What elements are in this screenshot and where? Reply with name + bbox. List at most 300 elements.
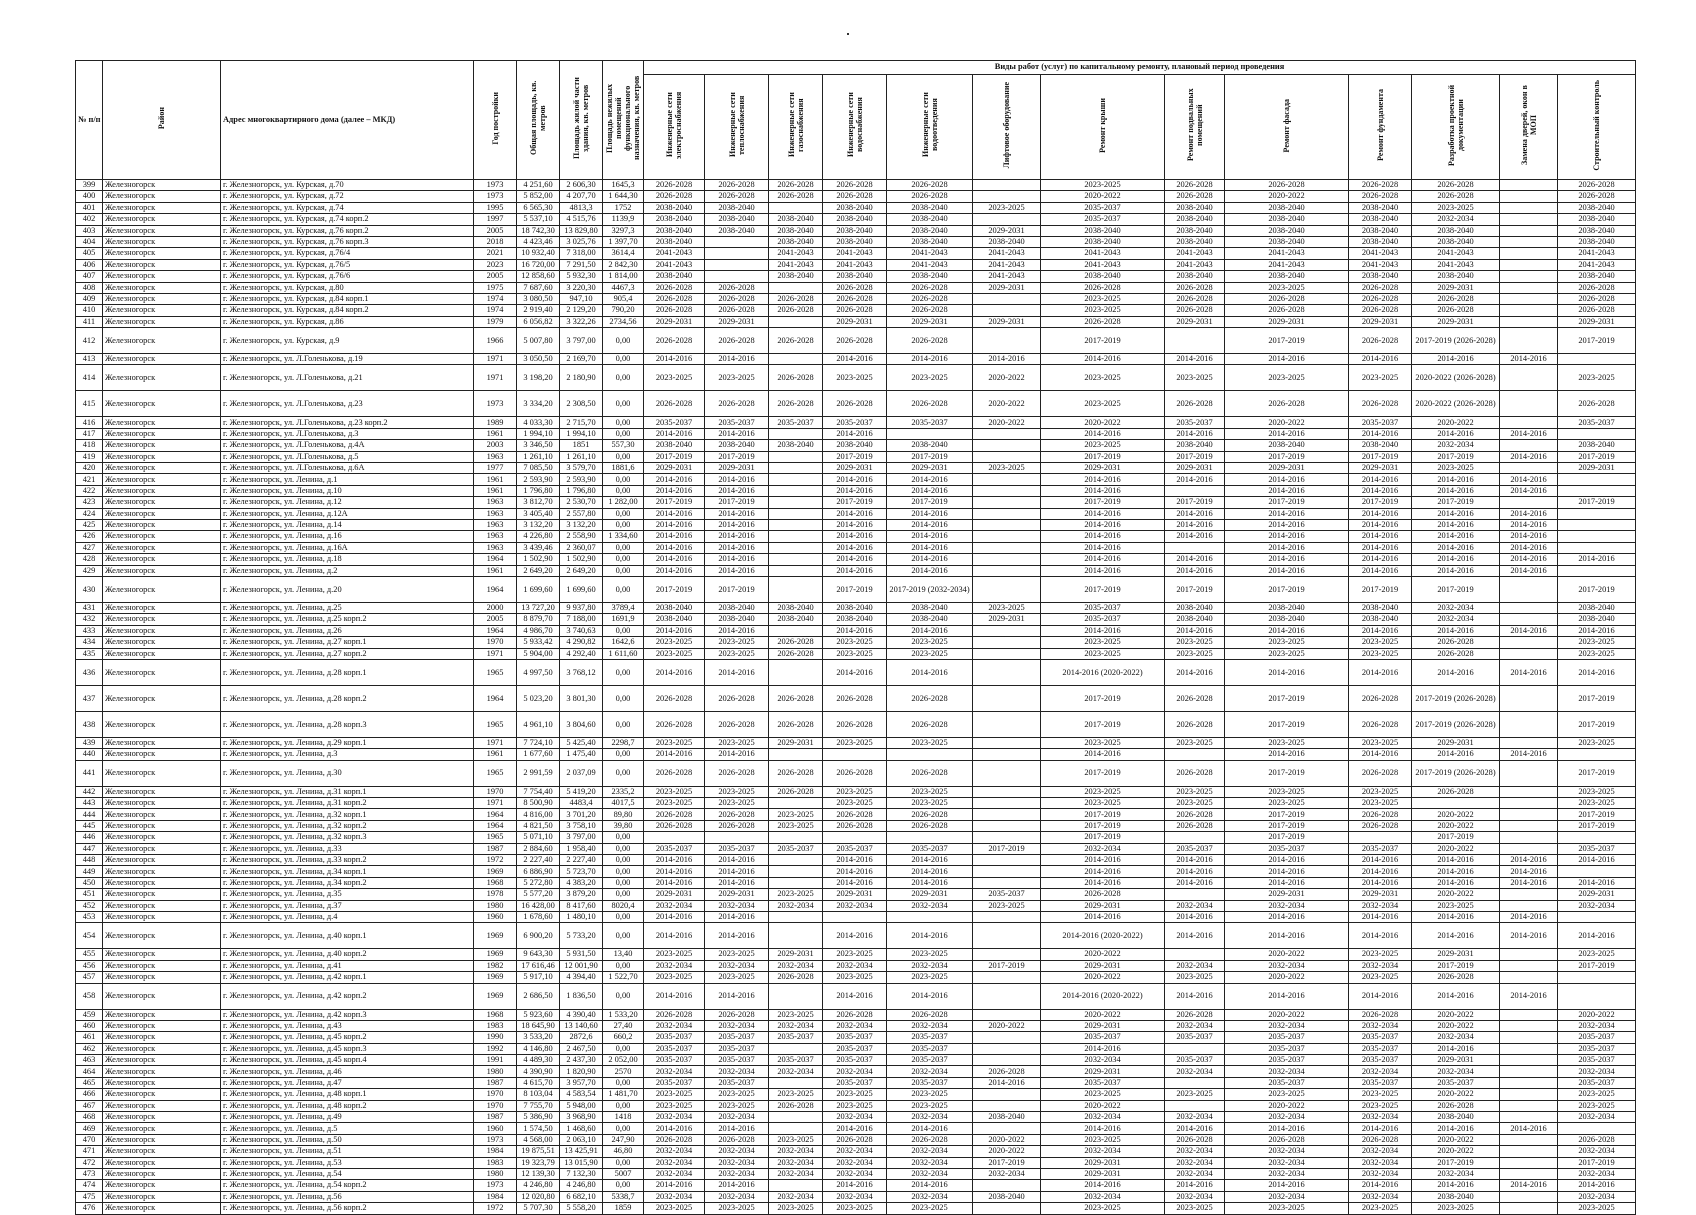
table-row [76,648,1636,659]
table-cell: 2023-2025 [705,737,769,748]
table-cell: 2035-2037 [1225,843,1349,854]
table-cell: 2038-2040 [769,271,823,282]
table-cell: 557,30 [603,440,644,451]
column-header-label: Год постройки [490,92,500,145]
table-row [76,1191,1636,1202]
table-cell: 470 [76,1134,103,1145]
table-cell: 438 [76,711,103,737]
table-cell: 2014-2016 [1349,474,1412,485]
table-cell: 5 933,42 [517,637,560,648]
table-cell [1500,843,1558,854]
table-cell: 2014-2016 [705,625,769,636]
table-cell: 2014-2016 [644,519,705,530]
table-row [76,519,1636,530]
table-cell: г. Железногорск, ул. Ленина, д.28 корп.3 [221,711,474,737]
table-cell: 445 [76,820,103,831]
table-cell [973,648,1041,659]
table-cell: 437 [76,685,103,711]
table-cell: 1961 [474,485,517,496]
table-cell: Железногорск [103,1146,221,1157]
table-cell: 7 188,00 [560,614,603,625]
table-cell: 2029-2031 [823,889,887,900]
table-cell: 17 616,46 [517,960,560,971]
table-cell: 1964 [474,809,517,820]
table-cell [887,832,973,843]
table-cell [1500,225,1558,236]
table-cell: 2014-2016 [1500,983,1558,1009]
table-cell: 2026-2028 [1558,282,1636,293]
table-row [76,1089,1636,1100]
table-cell: 2014-2016 [1500,485,1558,496]
table-cell: Железногорск [103,293,221,304]
table-cell: 2023-2025 [1165,737,1225,748]
table-cell: 1969 [474,972,517,983]
table-cell: 2023-2025 [823,637,887,648]
table-cell [973,798,1041,809]
table-cell: 2026-2028 [1225,180,1349,191]
table-cell: 4 390,90 [517,1066,560,1077]
table-cell: 2014-2016 [1225,542,1349,553]
table-cell: Железногорск [103,1112,221,1123]
table-cell: 2032-2034 [1412,1032,1500,1043]
table-cell: Железногорск [103,749,221,760]
table-cell [1500,1191,1558,1202]
table-cell: г. Железногорск, ул. Ленина, д.51 [221,1146,474,1157]
table-cell: 1 994,10 [560,428,603,439]
table-cell: 0,00 [603,983,644,1009]
table-cell: г. Железногорск, ул. Ленина, д.56 корп.2 [221,1203,474,1214]
table-cell: 2014-2016 [705,855,769,866]
table-cell: 2026-2028 [887,809,973,820]
table-cell: г. Железногорск, ул. Ленина, д.28 корп.1 [221,659,474,685]
table-cell: 2026-2028 [1165,180,1225,191]
table-cell: г. Железногорск, ул. Ленина, д.5 [221,1123,474,1134]
table-cell: 2014-2016 [823,866,887,877]
table-cell [769,316,823,327]
table-cell: 2014-2016 [1500,554,1558,565]
table-cell: 409 [76,293,103,304]
table-cell: 2 063,10 [560,1134,603,1145]
table-cell: г. Железногорск, ул. Ленина, д.32 корп.2 [221,820,474,831]
table-cell: 2029-2031 [823,463,887,474]
table-cell: Железногорск [103,271,221,282]
table-cell: 2041-2043 [973,248,1041,259]
table-cell: 2032-2034 [705,900,769,911]
column-header-label: Инженерные сети газоснабжения [786,92,805,158]
table-cell: 2023-2025 [823,365,887,391]
table-cell: 2032-2034 [887,1112,973,1123]
table-cell: 2014-2016 [1412,565,1500,576]
table-cell: 4 986,70 [517,625,560,636]
table-cell: Железногорск [103,911,221,922]
table-cell: 2035-2037 [1349,1055,1412,1066]
table-cell: 2023-2025 [887,1089,973,1100]
table-cell: 2035-2037 [644,843,705,854]
table-cell: 0,00 [603,576,644,602]
table-cell: 467 [76,1100,103,1111]
table-cell [1558,531,1636,542]
table-cell: 2014-2016 [1412,1123,1500,1134]
table-cell: 2017-2019 (2026-2028) [1412,328,1500,354]
table-cell: г. Железногорск, ул. Л.Голенькова, д.19 [221,354,474,365]
table-cell: 2014-2016 [1225,428,1349,439]
table-cell: 2014-2016 [1349,877,1412,888]
table-cell: 2014-2016 [1165,1123,1225,1134]
table-cell [973,760,1041,786]
column-header-label: Ремонт крыши [1098,97,1107,153]
table-cell: 2026-2028 [887,1009,973,1020]
table-cell [769,911,823,922]
table-cell: 2026-2028 [823,180,887,191]
table-cell: 2014-2016 [1349,554,1412,565]
table-cell [1558,542,1636,553]
table-cell: 2014-2016 [1500,531,1558,542]
table-cell: 2035-2037 [823,1043,887,1054]
table-cell [973,1055,1041,1066]
table-cell: 2014-2016 [1412,508,1500,519]
table-cell: г. Железногорск, ул. Курская, д.9 [221,328,474,354]
table-cell: 5 558,20 [560,1203,603,1214]
table-cell: 455 [76,949,103,960]
table-cell: 2035-2037 [1165,417,1225,428]
table-cell: 2035-2037 [823,1077,887,1088]
table-cell: 1 533,20 [603,1009,644,1020]
table-cell [769,202,823,213]
table-cell: 2035-2037 [1041,614,1165,625]
table-cell: 2023-2025 [1041,637,1165,648]
table-cell: 2026-2028 [1412,1100,1500,1111]
table-cell: 2023-2025 [823,737,887,748]
table-cell: 2017-2019 [1225,809,1349,820]
table-cell: 2038-2040 [1225,202,1349,213]
table-cell: 4 816,00 [517,809,560,820]
table-cell: 1 677,60 [517,749,560,760]
table-cell: 2023-2025 [1412,1203,1500,1214]
table-cell: Железногорск [103,1100,221,1111]
table-cell: 2017-2019 [1412,451,1500,462]
table-cell: 2032-2034 [1349,1066,1412,1077]
table-cell: 2014-2016 [644,1123,705,1134]
table-row [76,463,1636,474]
table-cell: 2014-2016 [1165,354,1225,365]
table-cell: 2 686,50 [517,983,560,1009]
table-cell: 2017-2019 [887,497,973,508]
table-cell: 2026-2028 [823,760,887,786]
table-cell [1500,365,1558,391]
table-cell: 2 180,90 [560,365,603,391]
table-cell: 2038-2040 [1349,225,1412,236]
table-cell: 3 080,50 [517,293,560,304]
table-cell: 2014-2016 [644,542,705,553]
table-cell: 5 537,10 [517,214,560,225]
table-cell: 2017-2019 [1412,497,1500,508]
table-cell [1165,949,1225,960]
table-cell: 2026-2028 [1349,328,1412,354]
table-cell: 2014-2016 [887,855,973,866]
table-cell: 2020-2022 [1041,417,1165,428]
table-cell: 2020-2022 [1412,1009,1500,1020]
table-cell: 465 [76,1077,103,1088]
table-cell: г. Железногорск, ул. Л.Голенькова, д.23 [221,391,474,417]
table-header [76,61,1636,180]
table-cell: 2023-2025 [769,889,823,900]
table-cell: 2023-2025 [644,949,705,960]
table-cell: 417 [76,428,103,439]
table-cell: 1 282,00 [603,497,644,508]
table-cell: 2014-2016 [1349,542,1412,553]
table-cell [769,866,823,877]
table-cell: 1972 [474,855,517,866]
table-cell: Железногорск [103,497,221,508]
table-cell: Железногорск [103,305,221,316]
table-cell: Железногорск [103,354,221,365]
table-row [76,972,1636,983]
table-cell: 5 023,20 [517,685,560,711]
table-cell: 2014-2016 [1412,519,1500,530]
table-cell [973,877,1041,888]
table-cell: 2032-2034 [705,1066,769,1077]
table-cell: 463 [76,1055,103,1066]
table-cell: 2038-2040 [1349,236,1412,247]
table-row [76,637,1636,648]
table-cell: 790,20 [603,305,644,316]
table-cell: 2029-2031 [1412,282,1500,293]
table-cell: 2014-2016 [1041,519,1165,530]
table-cell: 2023-2025 [887,737,973,748]
table-cell: 2017-2019 [1558,960,1636,971]
table-cell: 2041-2043 [823,248,887,259]
table-cell: 2029-2031 [1349,316,1412,327]
table-cell: 2032-2034 [1165,1146,1225,1157]
table-cell: Железногорск [103,202,221,213]
table-cell [1500,1055,1558,1066]
table-cell: 13 829,80 [560,225,603,236]
column-header-label: Разработка проектной документации [1446,84,1465,166]
table-cell: 2038-2040 [1165,440,1225,451]
table-cell: 2014-2016 [705,508,769,519]
table-cell: 2014-2016 [1225,625,1349,636]
table-cell: 2014-2016 [1165,983,1225,1009]
table-cell: 1970 [474,786,517,797]
table-cell: 1971 [474,365,517,391]
table-cell [1412,798,1500,809]
table-row [76,428,1636,439]
table-cell [973,305,1041,316]
column-header [603,61,644,180]
table-cell: 2038-2040 [1165,614,1225,625]
column-header [705,75,769,180]
table-cell: 1984 [474,1146,517,1157]
table-cell: 2020-2022 [1558,1009,1636,1020]
table-cell: 2035-2037 [887,1077,973,1088]
table-row [76,1009,1636,1020]
table-cell: 2023-2025 [823,1100,887,1111]
table-cell: г. Железногорск, ул. Ленина, д.16А [221,542,474,553]
table-cell: 1980 [474,1066,517,1077]
table-cell: г. Железногорск, ул. Ленина, д.48 корп.2 [221,1100,474,1111]
table-cell: 475 [76,1191,103,1202]
table-cell: 2038-2040 [1349,271,1412,282]
table-cell: 2017-2019 [1165,497,1225,508]
table-cell: 3 801,30 [560,685,603,711]
table-cell: 5 932,30 [560,271,603,282]
table-cell: 1 522,70 [603,972,644,983]
table-cell [1558,354,1636,365]
table-cell: 2 308,50 [560,391,603,417]
table-cell: 2023-2025 [1041,365,1165,391]
table-cell: Железногорск [103,798,221,809]
table-cell: 2020-2022 [973,1146,1041,1157]
table-cell: 2 919,40 [517,305,560,316]
table-cell: 905,4 [603,293,644,304]
table-cell: 2026-2028 [1165,1009,1225,1020]
table-cell: 2020-2022 [1412,809,1500,820]
table-row [76,271,1636,282]
table-row [76,843,1636,854]
table-cell: 2026-2028 [1041,282,1165,293]
table-cell: г. Железногорск, ул. Ленина, д.10 [221,485,474,496]
table-cell: 1983 [474,1157,517,1168]
table-cell: 2032-2034 [1165,1066,1225,1077]
table-cell: 2017-2019 [973,1157,1041,1168]
table-cell: 2014-2016 [1225,485,1349,496]
table-cell: 2023-2025 [1558,1100,1636,1111]
table-cell: Железногорск [103,889,221,900]
table-cell: 2017-2019 [1558,451,1636,462]
table-cell: 2023-2025 [887,1203,973,1214]
table-cell: 2014-2016 [1165,428,1225,439]
table-cell: 1 820,90 [560,1066,603,1077]
table-cell: 2026-2028 [1558,1134,1636,1145]
table-cell [973,474,1041,485]
table-cell: 2023-2025 [887,1100,973,1111]
table-cell: 2014-2016 [1041,749,1165,760]
table-cell: 2032-2034 [887,960,973,971]
table-cell [1500,1134,1558,1145]
table-cell: 2026-2028 [823,328,887,354]
table-cell: 2023-2025 [705,786,769,797]
table-cell: 7 724,10 [517,737,560,748]
table-cell: 3 879,20 [560,889,603,900]
table-cell: 2014-2016 [644,508,705,519]
table-cell: 2038-2040 [1225,236,1349,247]
table-cell: 2035-2037 [1558,1055,1636,1066]
table-cell [769,1123,823,1134]
table-cell: 4 292,40 [560,648,603,659]
table-cell: 2014-2016 [1349,749,1412,760]
table-cell: 5 917,10 [517,972,560,983]
table-cell: 2 052,00 [603,1055,644,1066]
table-cell: 2026-2028 [823,1009,887,1020]
table-cell: 2035-2037 [1349,1043,1412,1054]
table-cell: 2029-2031 [1041,1157,1165,1168]
table-cell: 2032-2034 [887,1157,973,1168]
table-cell: г. Железногорск, ул. Ленина, д.40 корп.2 [221,949,474,960]
table-cell: 2023-2025 [823,972,887,983]
table-cell: 2038-2040 [1165,214,1225,225]
table-cell: 2041-2043 [1349,259,1412,270]
table-cell: 4 246,80 [517,1180,560,1191]
table-cell: 4 961,10 [517,711,560,737]
table-cell: 2026-2028 [644,191,705,202]
table-cell: 2014-2016 [705,877,769,888]
table-cell: г. Железногорск, ул. Ленина, д.31 корп.1 [221,786,474,797]
table-cell [973,855,1041,866]
table-row [76,180,1636,191]
table-cell: 449 [76,866,103,877]
table-cell: 2032-2034 [705,1169,769,1180]
table-cell: 2023-2025 [769,809,823,820]
table-cell: 2032-2034 [887,900,973,911]
column-header-label: Общая площадь, кв. метров [529,81,547,156]
table-cell: 2032-2034 [823,900,887,911]
table-cell: 2023-2025 [705,1203,769,1214]
table-cell: 2032-2034 [1349,1146,1412,1157]
table-cell: 2017-2019 [973,960,1041,971]
table-cell: 2038-2040 [705,214,769,225]
table-cell: 2035-2037 [1558,1077,1636,1088]
table-cell: 2026-2028 [1225,1134,1349,1145]
table-cell: 2023-2025 [644,786,705,797]
table-cell: 2000 [474,602,517,613]
table-cell: 2038-2040 [1558,614,1636,625]
table-cell: 2038-2040 [705,440,769,451]
table-cell: 2023-2025 [644,972,705,983]
table-cell: 2023-2025 [1225,786,1349,797]
table-cell: 2026-2028 [1412,180,1500,191]
table-cell: 402 [76,214,103,225]
table-cell: г. Железногорск, ул. Л.Голенькова, д.21 [221,365,474,391]
table-row [76,960,1636,971]
table-cell: Железногорск [103,1032,221,1043]
table-cell: г. Железногорск, ул. Ленина, д.32 корп.1 [221,809,474,820]
table-cell: 0,00 [603,554,644,565]
table-cell: 2014-2016 [1500,855,1558,866]
table-cell: 19 323,79 [517,1157,560,1168]
table-cell: 2023-2025 [823,648,887,659]
table-cell: 2026-2028 [823,711,887,737]
table-cell: г. Железногорск, ул. Курская, д.84 корп.1 [221,293,474,304]
table-cell: 2014-2016 [1500,1180,1558,1191]
table-cell: 13 425,91 [560,1146,603,1157]
table-cell: г. Железногорск, ул. Ленина, д.3 [221,749,474,760]
table-cell: 2 606,30 [560,180,603,191]
table-cell: 1989 [474,417,517,428]
table-cell [769,659,823,685]
table-cell: 2017-2019 [1225,497,1349,508]
table-cell: 2026-2028 [769,191,823,202]
table-cell: 2026-2028 [1349,293,1412,304]
table-cell: 1964 [474,554,517,565]
table-cell: 1974 [474,293,517,304]
table-cell [973,786,1041,797]
column-header-label: Лифтовое оборудование [1002,82,1011,169]
table-cell: 1 699,60 [560,576,603,602]
table-cell [973,1180,1041,1191]
table-cell: 2014-2016 [1041,428,1165,439]
table-cell: 2 227,40 [517,855,560,866]
table-cell: 2023-2025 [769,1009,823,1020]
table-cell: 2035-2037 [823,843,887,854]
table-cell [769,565,823,576]
table-cell: 2041-2043 [887,248,973,259]
table-cell: 2023-2025 [1165,798,1225,809]
table-cell: 0,00 [603,832,644,843]
table-cell: 0,00 [603,474,644,485]
table-cell [1500,1146,1558,1157]
table-cell: 2038-2040 [644,602,705,613]
table-cell: 2017-2019 [1349,497,1412,508]
